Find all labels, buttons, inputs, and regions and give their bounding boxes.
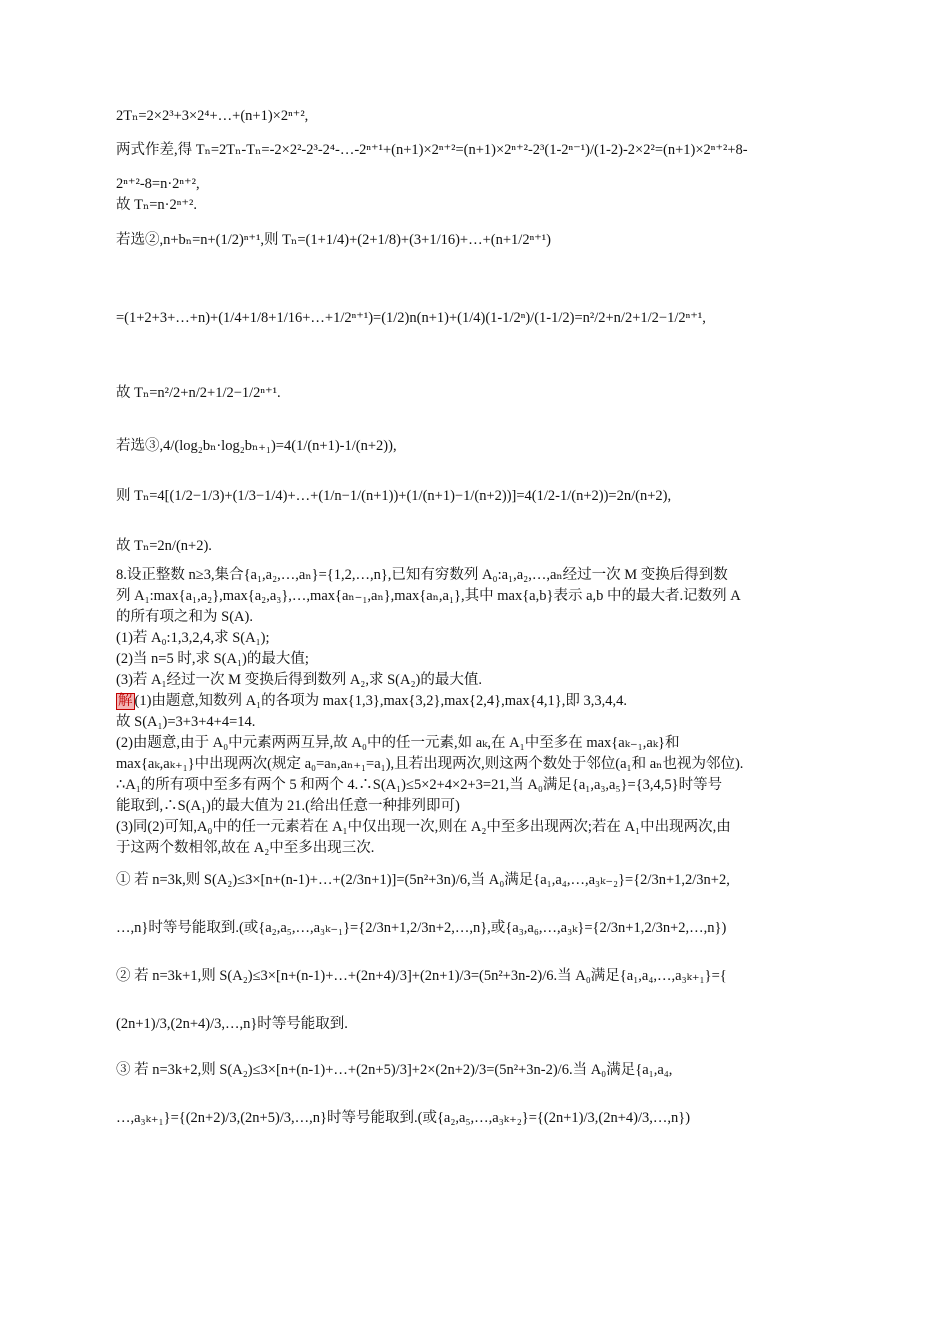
line-text: (3)同(2)可知,A₀中的任一元素若在 A₁中仅出现一次,则在 A₂中至多出现两次;若在 A₁中出现两次,由 <box>116 819 731 835</box>
line-text: (2)由题意,由于 A₀中元素两两互异,故 A₀中的任一元素,如 aₖ,在 A₁中至多在 max{aₖ₋₁,aₖ}和 <box>116 735 680 751</box>
line-text: (2n+1)/3,(2n+4)/3,…,n}时等号能取到. <box>116 1016 348 1032</box>
text-line <box>116 608 840 626</box>
line-text: 则 Tₙ=4[(1/2−1/3)+(1/3−1/4)+…+(1/n−1/(n+1))+(1/(n+1)−1/(n+2))]=4(1/2-1/(n+2))=2n/(n+2), <box>116 488 672 504</box>
line-text: (1)若 A₀:1,3,2,4,求 S(A₁); <box>116 630 270 646</box>
text-line <box>116 384 840 402</box>
line-text: (3)若 A₁经过一次 M 变换后得到数列 A₂,求 S(A₂)的最大值. <box>116 672 482 688</box>
text-line <box>116 231 840 249</box>
text-line <box>116 141 840 159</box>
line-text: 故 Tₙ=n²/2+n/2+1/2−1/2ⁿ⁺¹. <box>116 385 281 401</box>
text-line <box>116 1061 840 1079</box>
line-text: ∴A₁的所有项中至多有两个 5 和两个 4.∴S(A₁)≤5×2+4×2+3=21,当 A₀满足{a₁,a₃,a₅}={3,4,5}时等号 <box>116 777 723 793</box>
text-line <box>116 1015 840 1033</box>
line-text: 若选③,4/(log₂bₙ·log₂bₙ₊₁)=4(1/(n+1)-1/(n+2)), <box>116 438 397 454</box>
text-line <box>116 818 840 836</box>
text-line <box>116 107 840 125</box>
text-line <box>116 692 840 710</box>
line-text: 8.设正整数 n≥3,集合{a₁,a₂,…,aₙ}={1,2,…,n},已知有穷数列 A₀:a₁,a₂,…,aₙ经过一次 M 变换后得到数 <box>116 567 728 583</box>
line-text: 能取到,∴S(A₁)的最大值为 21.(给出任意一种排列即可) <box>116 798 460 814</box>
line-text: 故 Tₙ=2n/(n+2). <box>116 538 212 554</box>
text-line <box>116 967 840 985</box>
text-line <box>116 629 840 647</box>
line-text: …,n}时等号能取到.(或{a₂,a₅,…,a₃ₖ₋₁}={2/3n+1,2/3n+2,…,n},或{a₃,a₆,…,a₃ₖ}={2/3n+1,2/3n+2,…,n}) <box>116 920 727 936</box>
text-line <box>116 797 840 815</box>
line-text: 两式作差,得 Tₙ=2Tₙ-Tₙ=-2×2²-2³-2⁴-…-2ⁿ⁺¹+(n+1)×2ⁿ⁺²=(n+1)×2ⁿ⁺²-2³(1-2ⁿ⁻¹)/(1-2)-2×2²=(n+1)×2ⁿ⁺²+8- <box>116 142 748 158</box>
text-line <box>116 839 840 857</box>
text-line <box>116 196 840 214</box>
answer-badge: 解 <box>118 693 133 709</box>
line-text: ③ 若 n=3k+2,则 S(A₂)≤3×[n+(n-1)+…+(2n+5)/3]+2×(2n+2)/3=(5n²+3n-2)/6.当 A₀满足{a₁,a₄, <box>116 1062 673 1078</box>
text-line <box>116 734 840 752</box>
text-line <box>116 671 840 689</box>
text-line <box>116 713 840 731</box>
text-line <box>116 776 840 794</box>
line-text: (1)由题意,知数列 A₁的各项为 max{1,3},max{3,2},max{2,4},max{4,1},即 3,3,4,4. <box>134 693 627 709</box>
line-text: ① 若 n=3k,则 S(A₂)≤3×[n+(n-1)+…+(2/3n+1)]=(5n²+3n)/6,当 A₀满足{a₁,a₄,…,a₃ₖ₋₂}={2/3n+1,2/3n+2, <box>116 872 730 888</box>
line-text: 故 S(A₁)=3+3+4+4=14. <box>116 714 256 730</box>
text-line <box>116 587 840 605</box>
line-text: 列 A₁:max{a₁,a₂},max{a₂,a₃},…,max{aₙ₋₁,aₙ},max{aₙ,a₁},其中 max{a,b}表示 a,b 中的最大者.记数列 A <box>116 588 741 604</box>
line-text: 2Tₙ=2×2³+3×2⁴+…+(n+1)×2ⁿ⁺², <box>116 108 309 124</box>
line-text: 于这两个数相邻,故在 A₂中至多出现三次. <box>116 840 375 856</box>
text-line <box>116 175 840 193</box>
text-line <box>116 537 840 555</box>
line-text: 的所有项之和为 S(A). <box>116 609 253 625</box>
line-text: (2)当 n=5 时,求 S(A₁)的最大值; <box>116 651 309 667</box>
line-text: …,a₃ₖ₊₁}={(2n+2)/3,(2n+5)/3,…,n}时等号能取到.(或{a₂,a₅,…,a₃ₖ₊₂}={(2n+1)/3,(2n+4)/3,…,n}) <box>116 1110 691 1126</box>
text-line <box>116 309 840 327</box>
line-text: max{aₖ,aₖ₊₁}中出现两次(规定 a₀=aₙ,aₙ₊₁=a₁),且若出现两次,则这两个数处于邻位(a₁和 aₙ也视为邻位). <box>116 756 744 772</box>
text-line <box>116 487 840 505</box>
line-text: 故 Tₙ=n·2ⁿ⁺². <box>116 197 197 213</box>
text-line <box>116 919 840 937</box>
text-line <box>116 437 840 455</box>
line-text: 若选②,n+bₙ=n+(1/2)ⁿ⁺¹,则 Tₙ=(1+1/4)+(2+1/8)+(3+1/16)+…+(n+1/2ⁿ⁺¹) <box>116 232 551 248</box>
text-line <box>116 755 840 773</box>
text-line <box>116 871 840 889</box>
line-text: ② 若 n=3k+1,则 S(A₂)≤3×[n+(n-1)+…+(2n+4)/3]+(2n+1)/3=(5n²+3n-2)/6.当 A₀满足{a₁,a₄,…,a₃ₖ₊₁}={ <box>116 968 727 984</box>
text-line <box>116 1109 840 1127</box>
text-line <box>116 566 840 584</box>
text-line <box>116 650 840 668</box>
line-text: 2ⁿ⁺²-8=n·2ⁿ⁺², <box>116 176 200 192</box>
line-text: =(1+2+3+…+n)+(1/4+1/8+1/16+…+1/2ⁿ⁺¹)=(1/2)n(n+1)+(1/4)(1-1/2ⁿ)/(1-1/2)=n²/2+n/2+1/2−1/2ⁿ⁺¹, <box>116 310 706 326</box>
